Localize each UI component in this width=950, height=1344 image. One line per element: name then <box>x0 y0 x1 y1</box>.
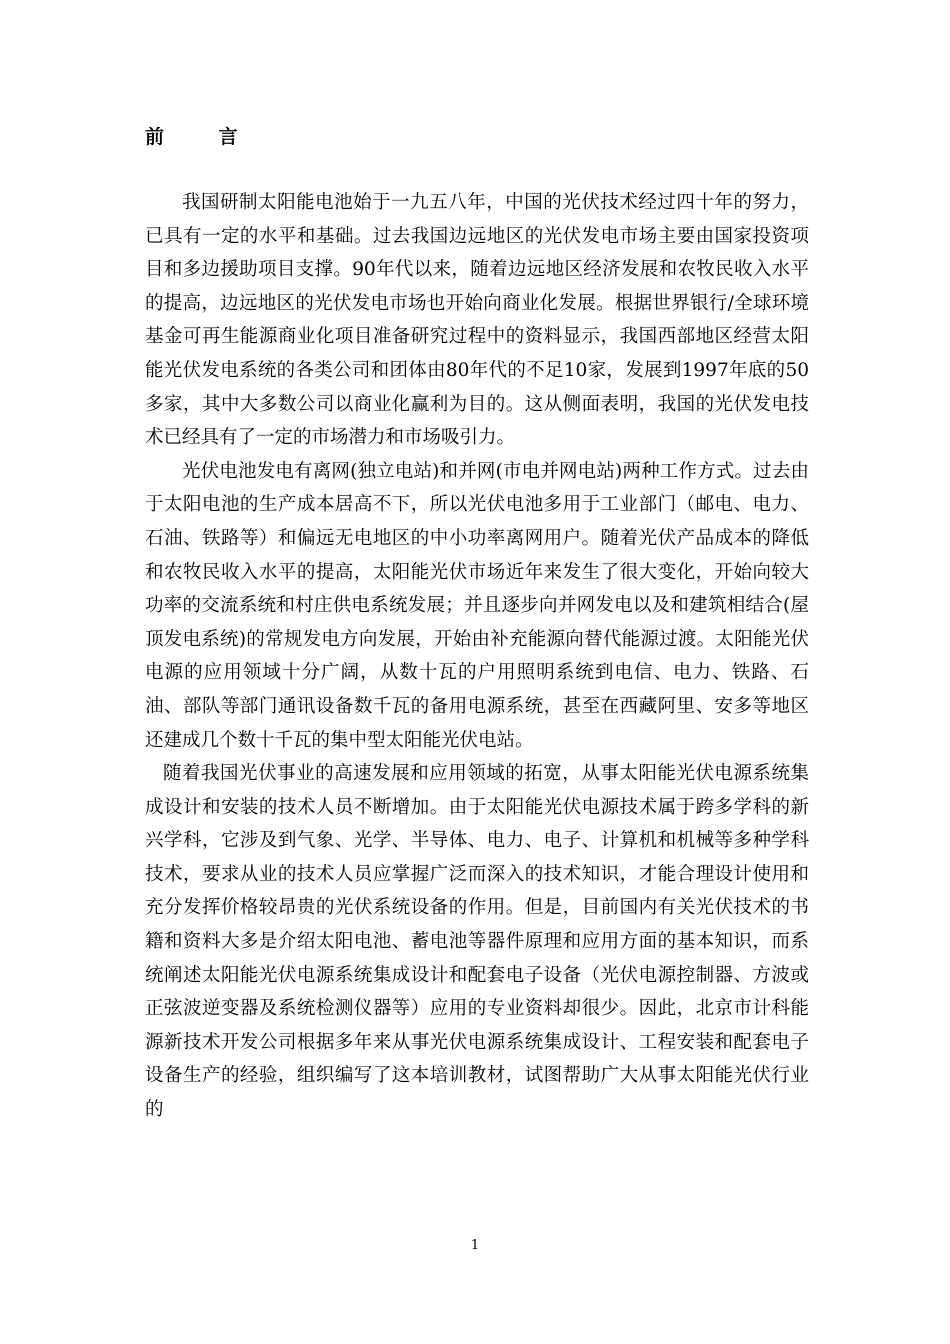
section-heading: 前 言 <box>145 126 262 148</box>
page-number: 1 <box>470 1238 480 1253</box>
body-text <box>145 186 809 1127</box>
paragraph-2: 光伏电池发电有离网(独立电站)和并网(市电并网电站)两种工作方式。过去由于太阳电池的生产成本居高不下，所以光伏电池多用于工业部门（邮电、电力、石油、铁路等）和偏远无电地区的中小功率离网用户。随着光伏产品成本的降低和农牧民收入水平的提高，太阳能光伏市场近年来发生了很大变化，开始向较大功率的交流系统和村庄供电系统发展；并且逐步向并网发电以及和建筑相结合(屋顶发电系统)的常规发电方向发展，开始由补充能源向替代能源过渡。太阳能光伏电源的应用领域十分广阔，从数十瓦的户用照明系统到电信、电力、铁路、石油、部队等部门通讯设备数千瓦的备用电源系统，甚至在西藏阿里、安多等地区还建成几个数十千瓦的集中型太阳能光伏电站。 <box>145 460 809 751</box>
paragraph-3: 随着我国光伏事业的高速发展和应用领域的拓宽，从事太阳能光伏电源系统集成设计和安装的技术人员不断增加。由于太阳能光伏电源技术属于跨多学科的新兴学科，它涉及到气象、光学、半导体、电力、电子、计算机和机械等多种学科技术，要求从业的技术人员应掌握广泛而深入的技术知识，才能合理设计使用和充分发挥价格较昂贵的光伏系统设备的作用。但是，目前国内有关光伏技术的书籍和资料大多是介绍太阳电池、蓄电池等器件原理和应用方面的基本知识，而系统阐述太阳能光伏电源系统集成设计和配套电子设备（光伏电源控制器、方波或正弦波逆变器及系统检测仪器等）应用的专业资料却很少。因此，北京市计科能源新技术开发公司根据多年来从事光伏电源系统集成设计、工程安装和配套电子设备生产的经验，组织编写了这本培训教材，试图帮助广大从事太阳能光伏行业的 <box>145 763 809 1121</box>
paragraph-1: 我国研制太阳能电池始于一九五八年，中国的光伏技术经过四十年的努力，已具有一定的水平和基础。过去我国边远地区的光伏发电市场主要由国家投资项目和多边援助项目支撑。90年代以来，随着边远地区经济发展和农牧民收入水平的提高，边远地区的光伏发电市场也开始向商业化发展。根据世界银行/全球环境基金可再生能源商业化项目准备研究过程中的资料显示，我国西部地区经营太阳能光伏发电系统的各类公司和团体由80年代的不足10家，发展到1997年底的50多家，其中大多数公司以商业化赢利为目的。这从侧面表明，我国的光伏发电技术已经具有了一定的市场潜力和市场吸引力。 <box>145 192 809 449</box>
